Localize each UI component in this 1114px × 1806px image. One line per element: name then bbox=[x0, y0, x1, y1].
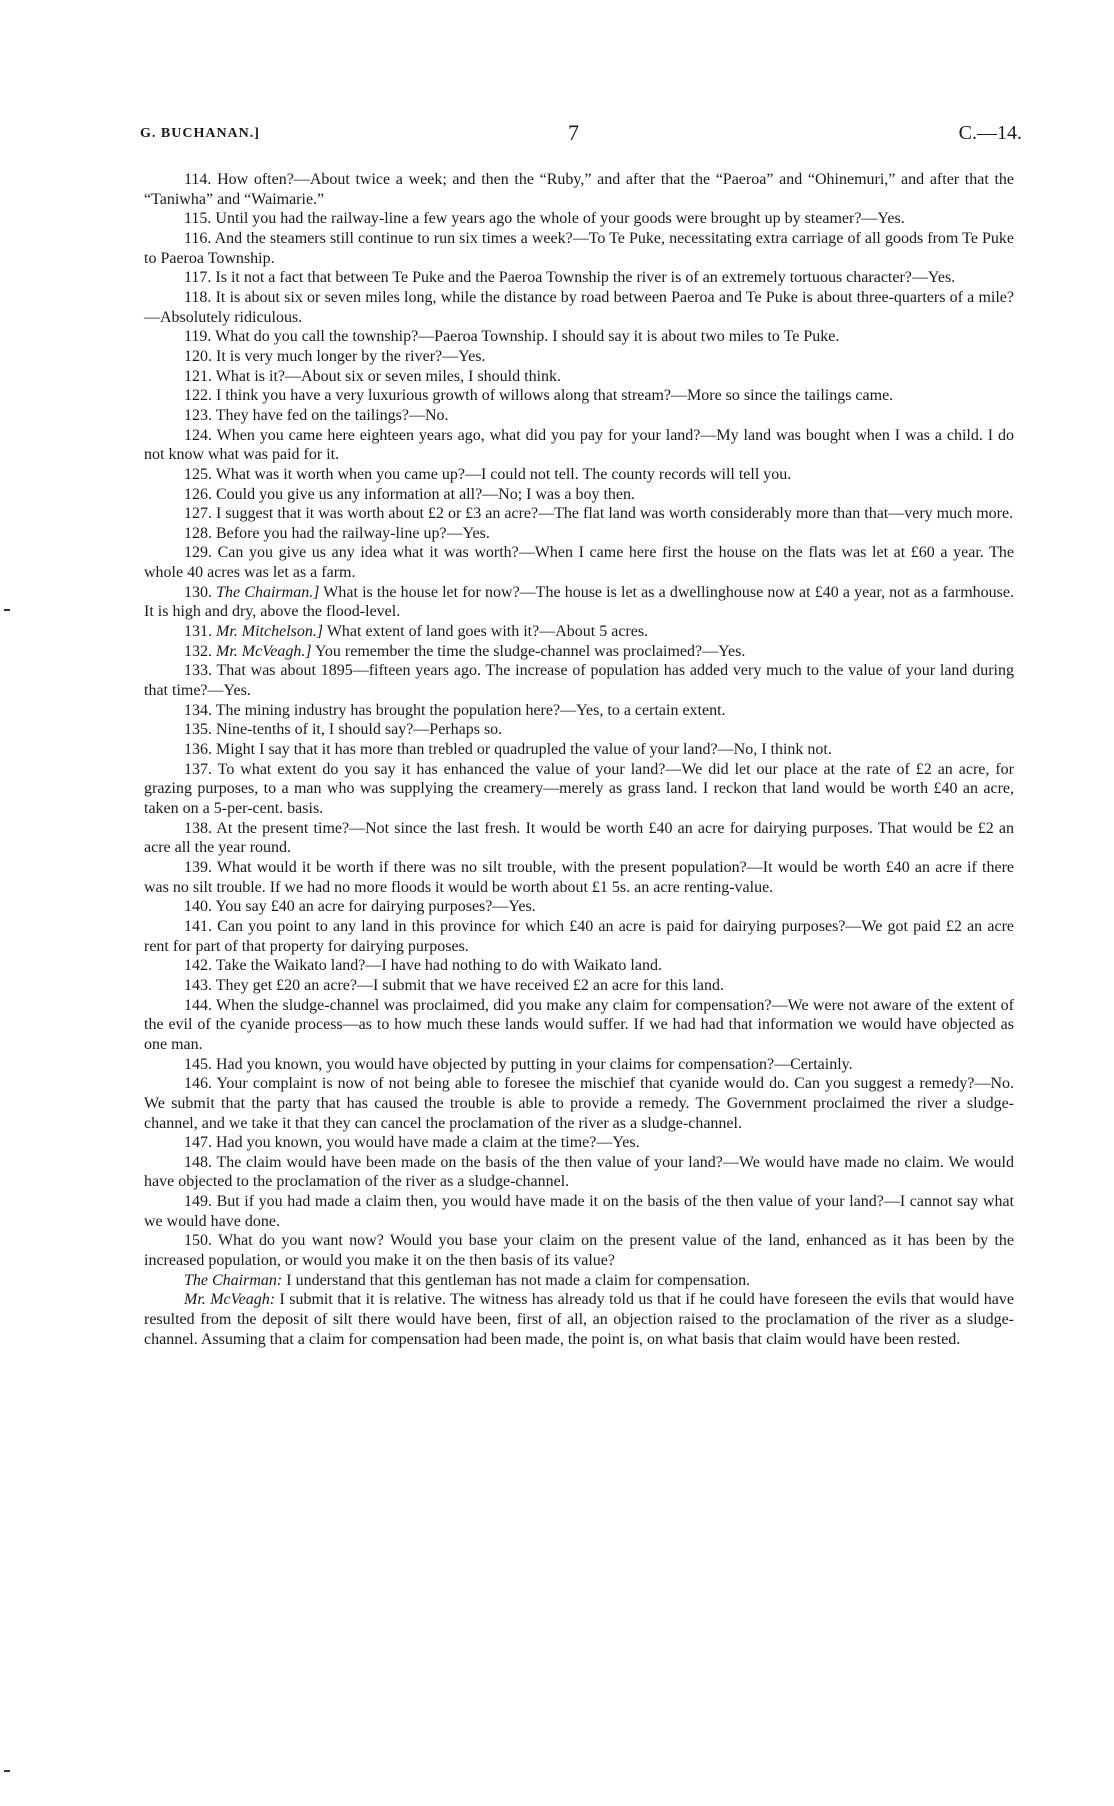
page-number: 7 bbox=[568, 120, 579, 145]
paragraph-147: 147. Had you known, you would have made a claim at the time?—Yes. bbox=[184, 1134, 640, 1152]
paragraph-138: 138. At the present time?—Not since the last fresh. It would be worth £40 an acre for dairying purposes. That would be £2 an acre all the year round. bbox=[144, 819, 1014, 857]
paragraph-146: 146. Your complaint is now of not being able to foresee the mischief that cyanide would do. Can you suggest a remedy?—No. We submit that the party that has caused the trouble is able to provide a remedy. The Government proclaimed the river a sludge-channel, and we take it that they can cancel the proclamation of the river as a sludge-channel. bbox=[144, 1075, 1014, 1132]
paragraph-145: 145. Had you known, you would have objected by putting in your claims for compensation?—Certainly. bbox=[184, 1055, 853, 1073]
paragraph-130: 130. The Chairman.] What is the house let for now?—The house is let as a dwellinghouse now at £40 a year, not as a farmhouse. It is high and dry, above the flood-level. bbox=[144, 583, 1015, 621]
document-reference: C.—14. bbox=[958, 122, 1022, 144]
paragraph-133: 133. That was about 1895—fifteen years ago. The increase of population has added very much to the value of your land during that time?—Yes. bbox=[144, 662, 1014, 700]
paragraph-126: 126. Could you give us any information at all?—No; I was a boy then. bbox=[184, 485, 636, 503]
paragraph-132: 132. Mr. McVeagh.] You remember the time the sludge-channel was proclaimed?—Yes. bbox=[184, 642, 746, 660]
speaker-name: The Chairman.] bbox=[216, 583, 320, 601]
speaker-name: The Chairman: bbox=[184, 1271, 283, 1289]
paragraph-chairman-remark: The Chairman: I understand that this gentleman has not made a claim for compensation. bbox=[184, 1271, 751, 1289]
paragraph-115: 115. Until you had the railway-line a few years ago the whole of your goods were brought up by steamer?—Yes. bbox=[184, 210, 905, 228]
paragraph-128: 128. Before you had the railway-line up?—Yes. bbox=[184, 524, 490, 542]
paragraph-136: 136. Might I say that it has more than trebled or quadrupled the value of your land?—No, I think not. bbox=[184, 741, 832, 759]
margin-mark bbox=[4, 1770, 10, 1772]
paragraph-116: 116. And the steamers still continue to run six times a week?—To Te Puke, necessitating extra carriage of all goods from Te Puke to Paeroa Township. bbox=[144, 229, 1014, 267]
paragraph-135: 135. Nine-tenths of it, I should say?—Perhaps so. bbox=[184, 721, 503, 739]
paragraph-129: 129. Can you give us any idea what it was worth?—When I came here first the house on the flats was let at £60 a year. The whole 40 acres was let as a farm. bbox=[144, 544, 1014, 582]
paragraph-139: 139. What would it be worth if there was no silt trouble, with the present population?—It would be worth £40 an acre if there was no silt trouble. If we had no more floods it would be worth about £1 5s. an acre renting-value. bbox=[144, 858, 1014, 896]
paragraph-141: 141. Can you point to any land in this province for which £40 an acre is paid for dairying purposes?—We got paid £2 an acre rent for part of that property for dairying purposes. bbox=[144, 917, 1014, 955]
paragraph-134: 134. The mining industry has brought the population here?—Yes, to a certain extent. bbox=[184, 701, 726, 719]
paragraph-122: 122. I think you have a very luxurious growth of willows along that stream?—More so since the tailings came. bbox=[184, 387, 894, 405]
paragraph-124: 124. When you came here eighteen years ago, what did you pay for your land?—My land was bought when I was a child. I do not know what was paid for it. bbox=[144, 426, 1014, 464]
paragraph-114: 114. How often?—About twice a week; and then the “Ruby,” and after that the “Paeroa” and “Ohinemuri,” and after that the “Taniwha” and “Waimarie.” bbox=[144, 171, 1014, 208]
paragraph-120: 120. It is very much longer by the river?—Yes. bbox=[184, 347, 486, 365]
speaker-name: Mr. McVeagh.] bbox=[216, 642, 312, 660]
paragraph-137: 137. To what extent do you say it has enhanced the value of your land?—We did let our place at the rate of £2 an acre, for grazing purposes, to a man who was supplying the creamery—merely as grass land. I reckon that land would be worth £40 an acre, taken on a 5-per-cent. basis. bbox=[144, 760, 1014, 817]
paragraph-121: 121. What is it?—About six or seven miles, I should think. bbox=[184, 367, 562, 385]
margin-mark bbox=[4, 609, 10, 611]
paragraph-117: 117. Is it not a fact that between Te Puke and the Paeroa Township the river is of an extremely tortuous character?—Yes. bbox=[184, 269, 956, 287]
paragraph-148: 148. The claim would have been made on the basis of the then value of your land?—We would have made no claim. We would have objected to the proclamation of the river as a sludge-channel. bbox=[144, 1153, 1014, 1191]
paragraph-119: 119. What do you call the township?—Paeroa Township. I should say it is about two miles to Te Puke. bbox=[184, 328, 840, 346]
page-header bbox=[140, 122, 1022, 152]
speaker-name: Mr. Mitchelson.] bbox=[216, 623, 324, 641]
paragraph-143: 143. They get £20 an acre?—I submit that we have received £2 an acre for this land. bbox=[184, 976, 724, 994]
paragraph-150: 150. What do you want now? Would you base your claim on the present value of the land, enhanced as it has been by the increased population, or would you make it on the then basis of its value? bbox=[144, 1232, 1014, 1270]
paragraph-140: 140. You say £40 an acre for dairying purposes?—Yes. bbox=[184, 898, 536, 916]
header-witness-name: G. BUCHANAN.] bbox=[140, 126, 260, 141]
paragraph-118: 118. It is about six or seven miles long, while the distance by road between Paeroa and Te Puke is about three-quarters of a mile?—Absolutely ridiculous. bbox=[144, 288, 1014, 326]
paragraph-127: 127. I suggest that it was worth about £2 or £3 an acre?—The flat land was worth considerably more than that—very much more. bbox=[184, 505, 1014, 523]
paragraph-142: 142. Take the Waikato land?—I have had nothing to do with Waikato land. bbox=[184, 957, 662, 975]
paragraph-144: 144. When the sludge-channel was proclaimed, did you make any claim for compensation?—We were not aware of the extent of the evil of the cyanide process—as to how much these lands would suffer. If we had had that information we would have objected as one man. bbox=[144, 996, 1014, 1053]
testimony-body bbox=[144, 170, 1014, 1349]
paragraph-131: 131. Mr. Mitchelson.] What extent of land goes with it?—About 5 acres. bbox=[184, 623, 649, 641]
paragraph-123: 123. They have fed on the tailings?—No. bbox=[184, 406, 449, 424]
paragraph-149: 149. But if you had made a claim then, you would have made it on the basis of the then value of your land?—I cannot say what we would have done. bbox=[144, 1193, 1014, 1230]
paragraph-125: 125. What was it worth when you came up?—I could not tell. The county records will tell you. bbox=[184, 465, 792, 483]
speaker-name: Mr. McVeagh: bbox=[184, 1291, 276, 1309]
paragraph-mcveagh-remark: Mr. McVeagh: I submit that it is relative. The witness has already told us that if he could have foreseen the evils that would have resulted from the deposit of silt there would have been, first of all, an objection raised to the proclamation of the river as a sludge-channel. Assuming that a claim for compensation had been made, the point is, on what basis that claim would have been rested. bbox=[144, 1291, 1014, 1348]
